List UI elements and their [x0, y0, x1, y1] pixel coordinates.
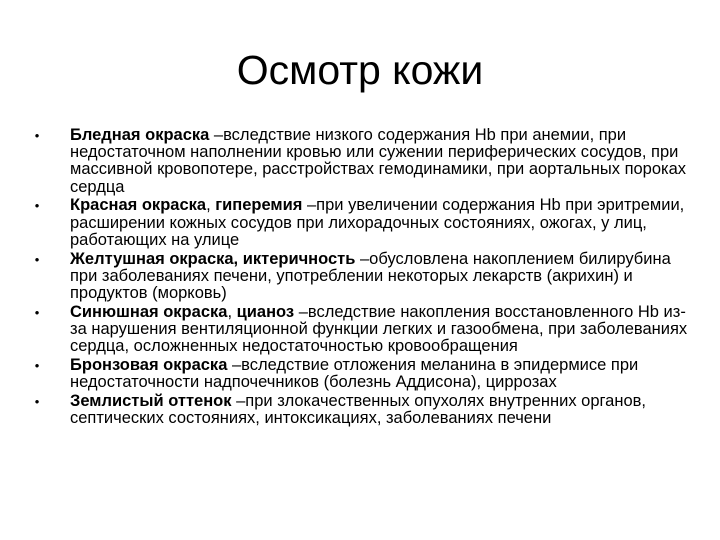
bullet-dot-icon: • — [34, 198, 40, 214]
bullet-term: Бледная окраска — [70, 126, 210, 144]
bullet-dot-icon: • — [34, 394, 40, 410]
bullet-term: Синюшная окраска — [70, 302, 228, 321]
slide-title: Осмотр кожи — [236, 47, 484, 93]
bullet-text: –вследствие низкого содержания Hb при анемии, при недостаточном наполнении кровью или сужении периферических сосудов, при массивной кровопотере, расстройствах гемодинамики, при аортальных пороках сердца — [70, 126, 687, 196]
bullet-text: –вследствие накопления восстановленного Hb из-за нарушения вентиляционной функции легких и газообмена, при заболеваниях сердца, осложненных недостаточностью кровообращения — [70, 302, 688, 356]
bullet-term: гиперемия — [215, 196, 303, 215]
bullet-term: цианоз — [236, 302, 295, 321]
bullet-item — [30, 393, 700, 427]
bullet-term: Желтушная окраска, иктеричность — [70, 249, 356, 268]
bullet-item — [30, 304, 700, 356]
bullet-dot-icon: • — [34, 128, 40, 143]
bullet-term: Красная окраска — [70, 196, 207, 215]
bullet-text: –при увеличении содержания Hb при эритремии, расширении кожных сосудов при лихорадочных состояниях, ожогах, у лиц, работающих на улице — [70, 196, 685, 249]
bullet-item — [30, 197, 700, 249]
bullet-item — [30, 251, 700, 303]
bullet-dot-icon: • — [34, 304, 40, 320]
bullet-text: –при злокачественных опухолях внутренних органов, септических состояниях, интоксикациях, заболеваниях печени — [70, 392, 646, 428]
bullet-list — [30, 127, 700, 429]
bullet-term: Бронзовая окраска — [70, 356, 228, 375]
bullet-text: –вследствие отложения меланина в эпидермисе при недостаточности надпочечников (болезнь Аддисона), циррозах — [70, 356, 639, 392]
bullet-text: , — [206, 196, 216, 215]
bullet-dot-icon: • — [34, 251, 40, 267]
bullet-dot-icon: • — [34, 358, 40, 374]
bullet-text: –обусловлена накоплением билирубина при заболеваниях печени, употреблении некоторых лекарств (акрихин) и продуктов (морковь) — [70, 249, 671, 303]
bullet-term: Землистый оттенок — [70, 392, 232, 411]
bullet-item — [30, 127, 700, 196]
bullet-item — [30, 357, 700, 391]
bullet-text: , — [227, 302, 237, 321]
